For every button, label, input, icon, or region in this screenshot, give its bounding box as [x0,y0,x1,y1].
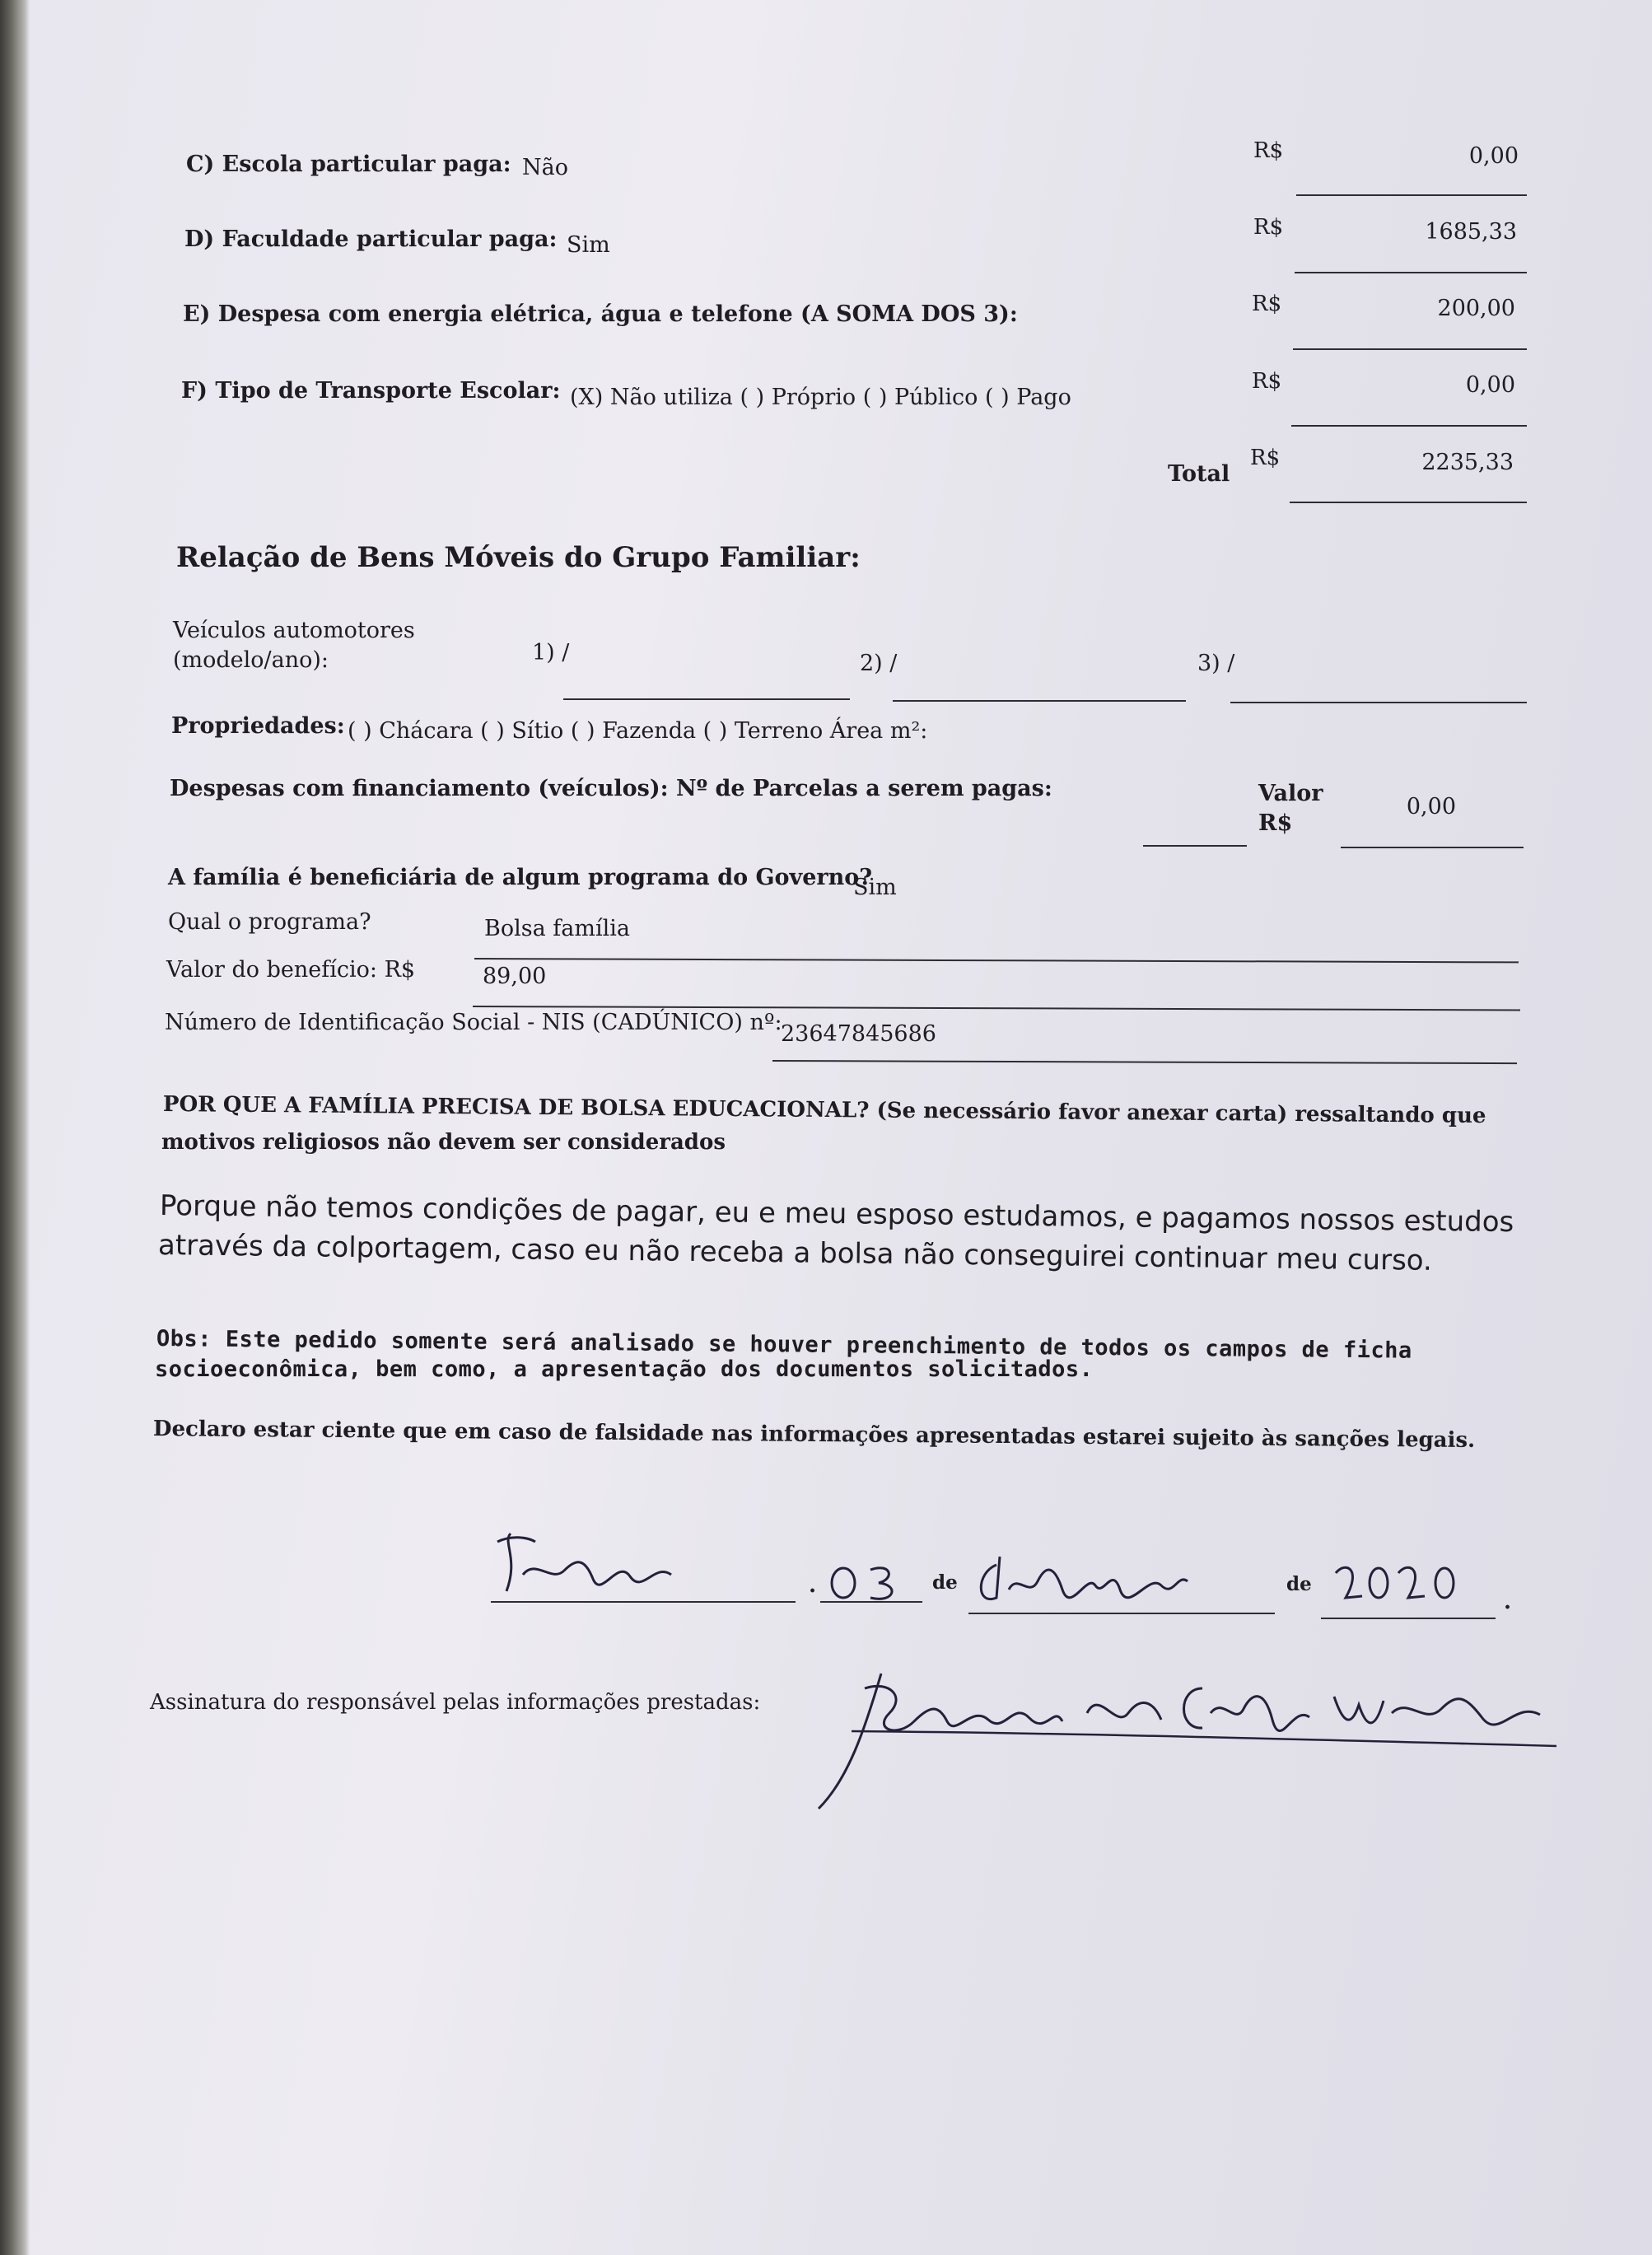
escola-amount: 0,00 [1468,143,1519,169]
governo-answer: Sim [853,875,897,900]
ano-underline [1321,1618,1496,1619]
ano-handwritten [1329,1557,1469,1614]
escola-amount-underline [1296,194,1527,196]
despesa-amount-underline [1293,348,1527,350]
assinatura-label: Assinatura do responsável pelas informações prestadas: [150,1690,761,1715]
faculdade-answer: Sim [567,232,610,258]
beneficio-value: 89,00 [483,964,547,989]
transporte-currency: R$ [1252,369,1282,394]
faculdade-label: D) Faculdade particular paga: [184,226,558,252]
nis-label: Número de Identificação Social - NIS (CADÚNICO) nº: [165,1010,782,1035]
propriedades-options: ( ) Chácara ( ) Sítio ( ) Fazenda ( ) Terreno Área m²: [348,718,928,744]
propriedades-label: Propriedades: [171,713,345,739]
cidade-handwritten [486,1525,684,1608]
transporte-amount: 0,00 [1465,372,1515,398]
transporte-amount-underline [1291,425,1527,427]
beneficio-label: Valor do benefício: R$ [166,957,416,983]
despesa-label: E) Despesa com energia elétrica, água e telefone (A SOMA DOS 3): [183,301,1018,327]
veiculo-3: 3) / [1197,651,1235,676]
escola-label: C) Escola particular paga: [186,152,511,177]
total-currency: R$ [1250,446,1281,470]
justificativa-answer-line-1: Porque não temos condições de pagar, eu e meu esposo estudamos, e pagamos nossos estudos [159,1189,1514,1240]
total-label: Total [1168,461,1230,487]
cidade-separator: . [809,1573,817,1598]
veiculo-3-underline [1230,702,1527,703]
financiamento-valor-amount: 0,00 [1406,794,1456,819]
obs-line-1: Obs: Este pedido somente será analisado se houver preenchimento de todos os campos de ficha [156,1326,1412,1364]
justificativa-answer-line-2: através da colportagem, caso eu não receba a bolsa não conseguirei continuar meu curso. [157,1229,1433,1277]
escola-currency: R$ [1253,138,1284,163]
dia-handwritten [825,1558,916,1608]
transporte-label: F) Tipo de Transporte Escolar: [181,378,561,404]
de-label-1: de [932,1571,958,1594]
veiculos-label-line-1: Veículos automotores [173,618,415,643]
data-ponto-final: . [1504,1590,1512,1614]
veiculo-1-underline [563,698,850,700]
faculdade-currency: R$ [1253,215,1284,240]
total-amount-underline [1290,502,1527,503]
total-amount: 2235,33 [1421,450,1514,475]
financiamento-valor-underline [1341,847,1524,848]
financiamento-valor-label-2: R$ [1258,810,1293,836]
financiamento-valor-label-1: Valor [1258,781,1323,806]
parcelas-underline [1143,845,1247,847]
cidade-underline [491,1601,796,1603]
assinatura-handwritten [815,1664,1565,1828]
programa-value: Bolsa família [484,916,630,941]
veiculo-2-underline [893,700,1186,702]
obs-line-2: socioeconômica, bem como, a apresentação dos documentos solicitados. [155,1356,1094,1382]
declaracao-text: Declaro estar ciente que em caso de falsidade nas informações apresentadas estarei sujeito às sanções legais. [152,1417,1476,1454]
governo-question: A família é beneficiária de algum programa do Governo? [168,865,873,890]
justificativa-question-line-1: POR QUE A FAMÍLIA PRECISA DE BOLSA EDUCACIONAL? (Se necessário favor anexar carta) ressaltando que [162,1092,1486,1129]
despesa-amount: 200,00 [1437,296,1515,321]
justificativa-question-line-2: motivos religiosos não devem ser considerados [161,1130,726,1155]
despesa-currency: R$ [1252,292,1282,316]
page-edge-shadow [0,0,30,2255]
escola-answer: Não [522,155,568,180]
bens-heading: Relação de Bens Móveis do Grupo Familiar: [176,541,861,574]
nis-value: 23647845686 [781,1021,936,1047]
mes-underline [968,1613,1275,1614]
dia-underline [820,1601,922,1603]
financiamento-label: Despesas com financiamento (veículos): Nº de Parcelas a serem pagas: [170,776,1052,801]
veiculos-label-line-2: (modelo/ano): [173,647,329,673]
programa-label: Qual o programa? [168,909,371,935]
faculdade-amount-underline [1295,272,1527,273]
mes-handwritten [972,1540,1194,1622]
veiculo-2: 2) / [860,651,898,676]
transporte-options: (X) Não utiliza ( ) Próprio ( ) Público ( ) Pago [570,385,1071,410]
veiculo-1: 1) / [532,640,570,665]
faculdade-amount: 1685,33 [1425,219,1517,245]
de-label-2: de [1286,1573,1312,1595]
